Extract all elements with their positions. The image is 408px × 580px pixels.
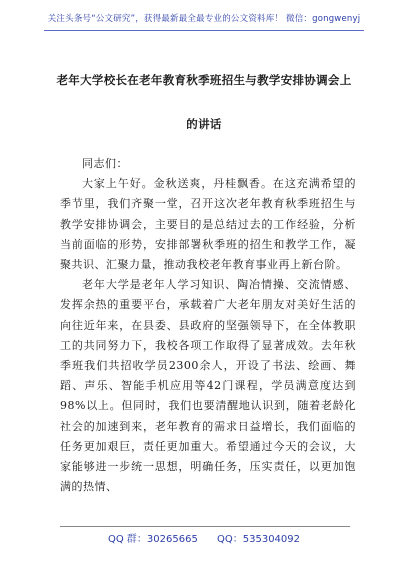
header-note: 关注头条号“公文研究”，获得最新最全最专业的公文资料库！ 微信：gongwenyj (47, 14, 361, 24)
paragraph-1: 大家上午好。金秋送爽，丹桂飘香。在这充满希望的季节里，我们齐聚一堂，召开这次老年教育秋季班招生与教学安排协调会，主要目的是总结过去的工作经验，分析当前面临的形势，安排部署秋季班的招生和教学工作，凝聚共识、汇聚力量，推动我校老年教育事业再上新台阶。 (60, 177, 356, 272)
footer-contact (0, 530, 408, 545)
salutation: 同志们： (82, 157, 128, 170)
footer-divider (60, 526, 350, 527)
document-title-continued: 的讲话 (186, 117, 222, 131)
document-body (60, 154, 356, 497)
footer-qq-group: QQ 群：30265665 (107, 534, 198, 545)
paragraph-2: 老年大学是老年人学习知识、陶冶情操、交流情感、发挥余热的重要平台，承载着广大老年朋友对美好生活的向往近年来，在县委、县政府的坚强领导下，在全体教职工的共同努力下，我校各项工作取得了显著成效。去年秋季班我们共招收学员2300余人，开设了书法、绘画、舞蹈、声乐、智能手机应用等42门课程，学员满意度达到98%以上。但同时，我们也要清醒地认识到，随着老龄化社会的加速到来，老年教育的需求日益增长，我们面临的任务更加艰巨，责任更加重大。希望通过今天的会议，大家能够进一步统一思想，明确任务，压实责任，以更加饱满的热情、 (60, 278, 356, 494)
footer-qq: QQ：535304092 (217, 534, 301, 545)
document-title: 老年大学校长在老年教育秋季班招生与教学安排协调会上 (56, 73, 352, 87)
header-divider (44, 30, 364, 31)
